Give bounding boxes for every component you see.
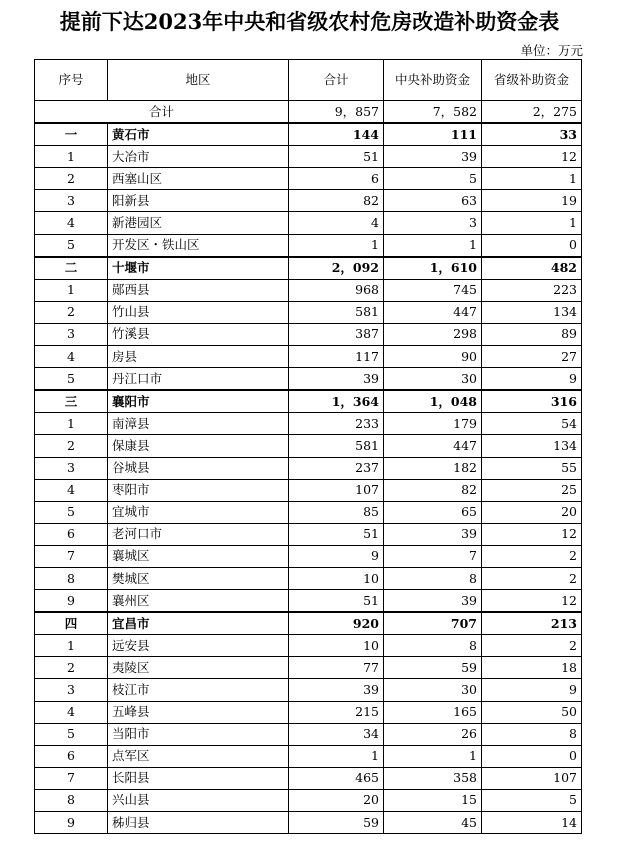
row-region: 当阳市 xyxy=(108,723,289,745)
row-total: 20 xyxy=(289,789,384,811)
row-total: 1 xyxy=(289,745,384,767)
header-central: 中央补助资金 xyxy=(384,60,482,101)
row-region: 郧西县 xyxy=(108,279,289,301)
row-no: 1 xyxy=(35,279,108,301)
row-no: 8 xyxy=(35,789,108,811)
row-region: 竹山县 xyxy=(108,301,289,323)
row-region: 枝江市 xyxy=(108,679,289,701)
table-row xyxy=(35,457,582,479)
row-provincial: 482 xyxy=(482,257,582,280)
page-title: 提前下达2023年中央和省级农村危房改造补助资金表 xyxy=(59,9,560,34)
row-no: 1 xyxy=(35,635,108,657)
row-region: 黄石市 xyxy=(108,123,289,146)
row-region: 房县 xyxy=(108,346,289,368)
row-region: 夷陵区 xyxy=(108,657,289,679)
table-row xyxy=(35,657,582,679)
row-provincial: 12 xyxy=(482,590,582,613)
row-region: 南漳县 xyxy=(108,413,289,435)
row-provincial: 12 xyxy=(482,146,582,168)
grand-total-row xyxy=(35,101,582,124)
row-region: 襄城区 xyxy=(108,545,289,567)
header-no: 序号 xyxy=(35,60,108,101)
row-central: 45 xyxy=(384,812,482,834)
table-row xyxy=(35,590,582,613)
row-no: 2 xyxy=(35,657,108,679)
table-row xyxy=(35,745,582,767)
row-total: 9 xyxy=(289,545,384,567)
grand-total-total: 9，857 xyxy=(289,101,384,124)
row-no: 三 xyxy=(35,390,108,413)
row-total: 2，092 xyxy=(289,257,384,280)
row-total: 107 xyxy=(289,479,384,501)
table-row xyxy=(35,679,582,701)
row-total: 85 xyxy=(289,501,384,523)
row-provincial: 12 xyxy=(482,523,582,545)
row-provincial: 25 xyxy=(482,479,582,501)
row-provincial: 316 xyxy=(482,390,582,413)
row-central: 182 xyxy=(384,457,482,479)
row-region: 枣阳市 xyxy=(108,479,289,501)
row-region: 宜城市 xyxy=(108,501,289,523)
row-provincial: 1 xyxy=(482,212,582,234)
table-row xyxy=(35,346,582,368)
row-central: 707 xyxy=(384,612,482,635)
row-region: 十堰市 xyxy=(108,257,289,280)
row-no: 2 xyxy=(35,301,108,323)
row-no: 3 xyxy=(35,457,108,479)
row-total: 968 xyxy=(289,279,384,301)
table-row xyxy=(35,789,582,811)
row-total: 144 xyxy=(289,123,384,146)
row-no: 4 xyxy=(35,212,108,234)
row-no: 5 xyxy=(35,234,108,257)
row-provincial: 1 xyxy=(482,168,582,190)
row-central: 1 xyxy=(384,234,482,257)
row-total: 233 xyxy=(289,413,384,435)
row-provincial: 9 xyxy=(482,368,582,391)
row-provincial: 2 xyxy=(482,545,582,567)
row-total: 51 xyxy=(289,590,384,613)
row-region: 丹江口市 xyxy=(108,368,289,391)
row-region: 西塞山区 xyxy=(108,168,289,190)
table-row xyxy=(35,190,582,212)
table-row xyxy=(35,301,582,323)
table-header-row xyxy=(35,60,582,101)
header-provincial: 省级补助资金 xyxy=(482,60,582,101)
row-central: 65 xyxy=(384,501,482,523)
row-total: 1 xyxy=(289,234,384,257)
row-provincial: 33 xyxy=(482,123,582,146)
row-total: 34 xyxy=(289,723,384,745)
row-central: 1 xyxy=(384,745,482,767)
row-central: 39 xyxy=(384,523,482,545)
row-provincial: 14 xyxy=(482,812,582,834)
row-no: 四 xyxy=(35,612,108,635)
row-no: 4 xyxy=(35,701,108,723)
table-row xyxy=(35,767,582,789)
row-no: 3 xyxy=(35,323,108,345)
row-region: 襄州区 xyxy=(108,590,289,613)
table-row xyxy=(35,368,582,391)
row-total: 117 xyxy=(289,346,384,368)
row-region: 襄阳市 xyxy=(108,390,289,413)
header-total: 合计 xyxy=(289,60,384,101)
row-provincial: 27 xyxy=(482,346,582,368)
table-row xyxy=(35,523,582,545)
row-central: 15 xyxy=(384,789,482,811)
row-no: 3 xyxy=(35,679,108,701)
row-provincial: 8 xyxy=(482,723,582,745)
table-row xyxy=(35,567,582,589)
table-row xyxy=(35,234,582,257)
row-total: 39 xyxy=(289,679,384,701)
row-total: 387 xyxy=(289,323,384,345)
table-row xyxy=(35,545,582,567)
row-provincial: 134 xyxy=(482,301,582,323)
row-region: 新港园区 xyxy=(108,212,289,234)
table-row xyxy=(35,635,582,657)
row-provincial: 2 xyxy=(482,635,582,657)
row-central: 5 xyxy=(384,168,482,190)
header-region: 地区 xyxy=(108,60,289,101)
row-central: 111 xyxy=(384,123,482,146)
row-total: 4 xyxy=(289,212,384,234)
row-no: 5 xyxy=(35,501,108,523)
row-provincial: 2 xyxy=(482,567,582,589)
grand-total-provincial: 2，275 xyxy=(482,101,582,124)
row-no: 一 xyxy=(35,123,108,146)
row-total: 237 xyxy=(289,457,384,479)
table-row-city xyxy=(35,123,582,146)
row-no: 1 xyxy=(35,413,108,435)
table-row xyxy=(35,323,582,345)
row-no: 9 xyxy=(35,590,108,613)
row-no: 3 xyxy=(35,190,108,212)
row-central: 1，610 xyxy=(384,257,482,280)
row-no: 8 xyxy=(35,567,108,589)
row-total: 1，364 xyxy=(289,390,384,413)
row-central: 358 xyxy=(384,767,482,789)
table-row xyxy=(35,279,582,301)
row-no: 2 xyxy=(35,168,108,190)
row-total: 465 xyxy=(289,767,384,789)
row-provincial: 0 xyxy=(482,234,582,257)
row-no: 2 xyxy=(35,435,108,457)
row-no: 4 xyxy=(35,346,108,368)
row-no: 4 xyxy=(35,479,108,501)
row-central: 59 xyxy=(384,657,482,679)
row-total: 10 xyxy=(289,635,384,657)
row-region: 兴山县 xyxy=(108,789,289,811)
row-region: 樊城区 xyxy=(108,567,289,589)
row-central: 179 xyxy=(384,413,482,435)
row-region: 竹溪县 xyxy=(108,323,289,345)
row-region: 长阳县 xyxy=(108,767,289,789)
row-central: 39 xyxy=(384,590,482,613)
row-provincial: 0 xyxy=(482,745,582,767)
row-total: 51 xyxy=(289,146,384,168)
grand-total-label: 合计 xyxy=(35,101,289,124)
row-total: 581 xyxy=(289,301,384,323)
row-provincial: 89 xyxy=(482,323,582,345)
row-total: 39 xyxy=(289,368,384,391)
row-provincial: 19 xyxy=(482,190,582,212)
row-no: 6 xyxy=(35,523,108,545)
row-region: 保康县 xyxy=(108,435,289,457)
table-row xyxy=(35,701,582,723)
row-provincial: 9 xyxy=(482,679,582,701)
table-row xyxy=(35,501,582,523)
row-region: 阳新县 xyxy=(108,190,289,212)
row-central: 82 xyxy=(384,479,482,501)
row-central: 447 xyxy=(384,435,482,457)
row-central: 7 xyxy=(384,545,482,567)
row-total: 215 xyxy=(289,701,384,723)
row-central: 30 xyxy=(384,368,482,391)
row-central: 298 xyxy=(384,323,482,345)
row-provincial: 5 xyxy=(482,789,582,811)
unit-label: 单位：万元 xyxy=(520,43,583,58)
row-total: 51 xyxy=(289,523,384,545)
table-row-city xyxy=(35,390,582,413)
row-region: 点军区 xyxy=(108,745,289,767)
row-region: 秭归县 xyxy=(108,812,289,834)
row-central: 8 xyxy=(384,567,482,589)
funding-table xyxy=(34,59,582,834)
row-central: 447 xyxy=(384,301,482,323)
row-no: 7 xyxy=(35,545,108,567)
row-provincial: 223 xyxy=(482,279,582,301)
row-region: 老河口市 xyxy=(108,523,289,545)
row-total: 77 xyxy=(289,657,384,679)
row-central: 26 xyxy=(384,723,482,745)
row-no: 1 xyxy=(35,146,108,168)
row-total: 581 xyxy=(289,435,384,457)
row-no: 5 xyxy=(35,723,108,745)
row-provincial: 50 xyxy=(482,701,582,723)
row-provincial: 54 xyxy=(482,413,582,435)
row-total: 920 xyxy=(289,612,384,635)
row-provincial: 134 xyxy=(482,435,582,457)
row-no: 6 xyxy=(35,745,108,767)
row-central: 165 xyxy=(384,701,482,723)
row-provincial: 18 xyxy=(482,657,582,679)
row-central: 8 xyxy=(384,635,482,657)
row-no: 7 xyxy=(35,767,108,789)
table-row xyxy=(35,723,582,745)
table-row-city xyxy=(35,612,582,635)
row-central: 1，048 xyxy=(384,390,482,413)
row-total: 59 xyxy=(289,812,384,834)
row-no: 5 xyxy=(35,368,108,391)
row-central: 90 xyxy=(384,346,482,368)
row-region: 五峰县 xyxy=(108,701,289,723)
row-total: 10 xyxy=(289,567,384,589)
table-row xyxy=(35,168,582,190)
row-total: 82 xyxy=(289,190,384,212)
row-provincial: 213 xyxy=(482,612,582,635)
row-total: 6 xyxy=(289,168,384,190)
row-central: 30 xyxy=(384,679,482,701)
row-region: 开发区・铁山区 xyxy=(108,234,289,257)
row-central: 63 xyxy=(384,190,482,212)
table-row-city xyxy=(35,257,582,280)
row-region: 远安县 xyxy=(108,635,289,657)
row-region: 谷城县 xyxy=(108,457,289,479)
row-no: 9 xyxy=(35,812,108,834)
row-provincial: 20 xyxy=(482,501,582,523)
row-central: 39 xyxy=(384,146,482,168)
table-row xyxy=(35,212,582,234)
row-provincial: 55 xyxy=(482,457,582,479)
table-row xyxy=(35,812,582,834)
table-row xyxy=(35,413,582,435)
row-region: 大冶市 xyxy=(108,146,289,168)
table-row xyxy=(35,479,582,501)
table-row xyxy=(35,146,582,168)
row-region: 宜昌市 xyxy=(108,612,289,635)
table-row xyxy=(35,435,582,457)
grand-total-central: 7，582 xyxy=(384,101,482,124)
row-central: 745 xyxy=(384,279,482,301)
row-no: 二 xyxy=(35,257,108,280)
row-central: 3 xyxy=(384,212,482,234)
row-provincial: 107 xyxy=(482,767,582,789)
